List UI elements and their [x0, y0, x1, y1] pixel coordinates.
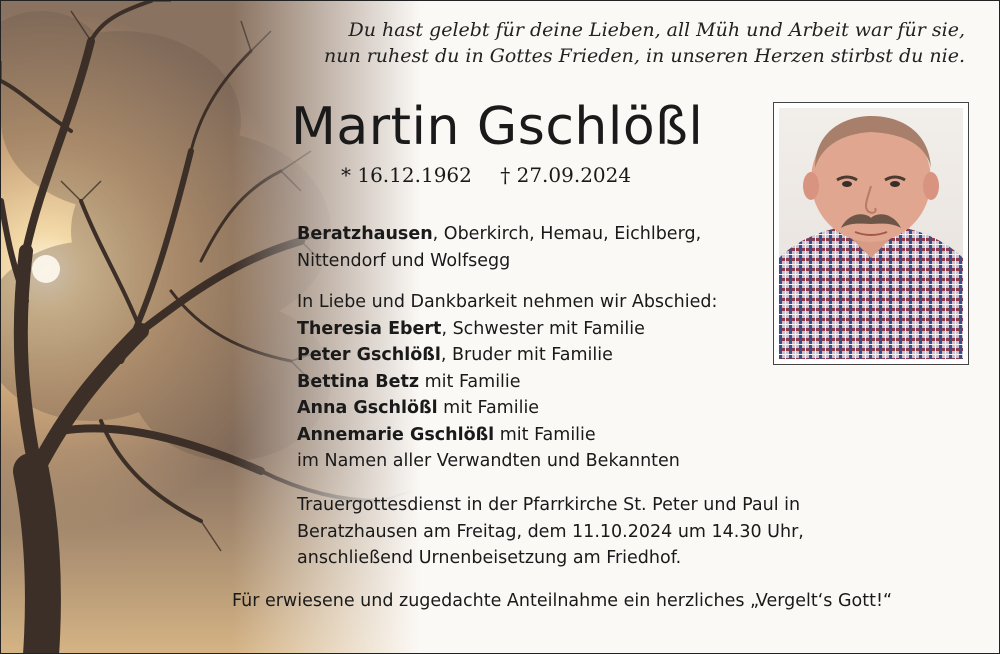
mourner-row — [297, 369, 717, 396]
thanks-line: Für erwiesene und zugedachte Anteilnahme ein herzliches „Vergelt‘s Gott!“ — [232, 591, 893, 611]
service-block — [297, 492, 804, 572]
mourner-relation: mit Familie — [437, 398, 540, 418]
mourner-relation: , Schwester mit Familie — [441, 318, 645, 339]
verse-line-1: Du hast gelebt für deine Lieben, all Müh und Arbeit war für sie, — [348, 19, 965, 41]
mourner-name: Peter Gschlößl — [297, 345, 441, 365]
places-line-1 — [297, 221, 701, 248]
places-block — [297, 221, 701, 274]
mourners-closing: im Namen aller Verwandten und Bekannten — [297, 451, 680, 471]
mourner-relation: mit Familie — [494, 424, 596, 445]
birth-date: * 16.12.1962 — [341, 163, 472, 187]
service-line-2: Beratzhausen am Freitag, dem 11.10.2024 um 14.30 Uhr, — [297, 521, 804, 542]
mourner-relation: , Bruder mit Familie — [440, 345, 613, 365]
service-line-1: Trauergottesdienst in der Pfarrkirche St. Peter und Paul in — [297, 495, 801, 515]
mourner-relation: mit Familie — [419, 371, 521, 392]
portrait-photo — [779, 108, 963, 359]
mourner-name: Anna Gschlößl — [297, 398, 438, 418]
deceased-name: Martin Gschlößl — [291, 97, 704, 157]
mourner-row — [297, 422, 717, 449]
place-main: Beratzhausen — [297, 224, 433, 244]
mourner-row — [297, 342, 717, 369]
mourner-name: Bettina Betz — [297, 371, 420, 392]
mourner-name: Annemarie Gschlößl — [297, 424, 495, 445]
mourners-block — [297, 289, 717, 475]
life-dates — [341, 163, 631, 187]
places-line-2: Nittendorf und Wolfsegg — [297, 250, 511, 271]
places-rest: , Oberkirch, Hemau, Eichlberg, — [432, 224, 702, 244]
service-line-3: anschließend Urnenbeisetzung am Friedhof. — [297, 548, 682, 568]
mourners-intro: In Liebe und Dankbarkeit nehmen wir Abschied: — [297, 292, 718, 312]
mourner-row — [297, 316, 717, 343]
death-date: † 27.09.2024 — [500, 163, 632, 187]
verse-line-2: nun ruhest du in Gottes Frieden, in unseren Herzen stirbst du nie. — [323, 45, 965, 67]
verse — [324, 17, 965, 69]
mourner-name: Theresia Ebert — [297, 318, 442, 339]
portrait-frame — [773, 102, 969, 365]
mourner-row — [297, 395, 717, 422]
